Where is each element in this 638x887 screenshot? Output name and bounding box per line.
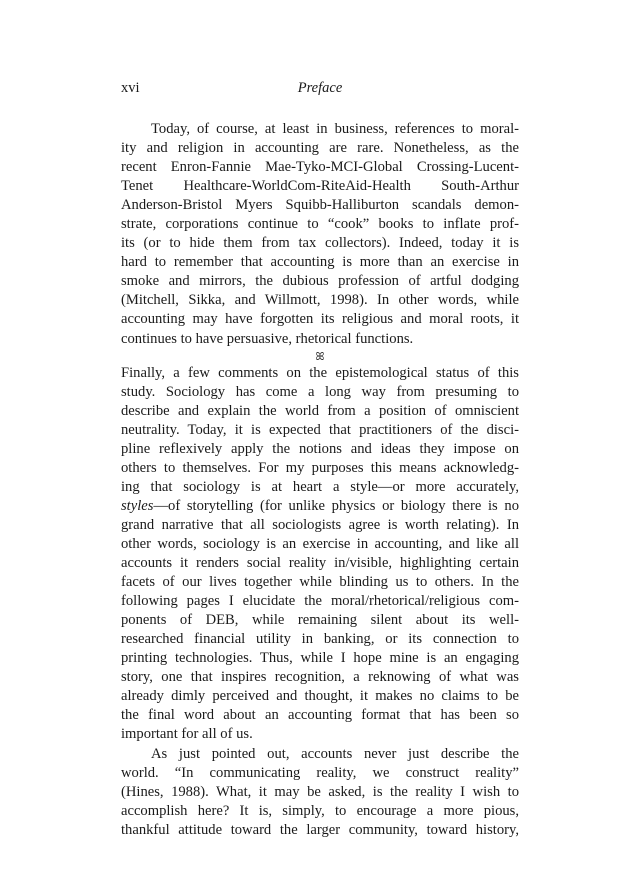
text-line: its (or to hide them from tax collectors). Indeed, today it is <box>121 235 519 252</box>
paragraph-constructing-reality <box>121 745 519 840</box>
text-line: hard to remember that accounting is more than an exercise in <box>121 254 519 271</box>
running-head <box>121 80 519 102</box>
text-line: the final word about an accounting format that has been so <box>121 707 519 724</box>
text-line: pline reflexively apply the notions and ideas they impose on <box>121 440 519 457</box>
text-line: Finally, a few comments on the epistemological status of this <box>121 364 519 381</box>
text-line: continues to have persuasive, rhetorical functions. <box>121 330 414 347</box>
text-line: already dimly perceived and thought, it makes no claims to be <box>121 688 519 705</box>
text-line: neutrality. Today, it is expected that practitioners of the disci- <box>121 421 519 438</box>
text-line: As just pointed out, accounts never just describe the <box>151 745 519 762</box>
text-line: important for all of us. <box>121 726 253 743</box>
text-line: strate, corporations continue to “cook” books to inflate prof- <box>121 216 519 233</box>
text-line: grand narrative that all sociologists agree is worth relating). In <box>121 516 519 533</box>
text-line: thankful attitude toward the larger community, toward history, <box>121 821 519 838</box>
italic-word: styles <box>121 497 154 514</box>
text-line: others to themselves. For my purposes this means acknowledg- <box>121 459 519 476</box>
text-line: accomplish here? It is, simply, to encourage a more pious, <box>121 802 519 819</box>
paragraph-accounting-scandals <box>121 120 519 349</box>
paragraph-epistemology <box>121 364 519 745</box>
section-break-ornament-icon: ꕤ <box>315 350 325 363</box>
text-line: world. “In communicating reality, we construct reality” <box>121 764 519 781</box>
text-line: Today, of course, at least in business, references to moral- <box>151 121 519 137</box>
page-number: xvi <box>121 80 140 96</box>
text-line: ity and religion in accounting are rare. Nonetheless, as the <box>121 140 519 157</box>
text-line: describe and explain the world from a position of omniscient <box>121 402 519 419</box>
text-line: (Mitchell, Sikka, and Willmott, 1998). In other words, while <box>121 292 519 309</box>
text-line: facets of our lives together while blinding us to others. In the <box>121 574 519 591</box>
text-line: recent Enron-Fannie Mae-Tyko-MCI-Global Crossing-Lucent- <box>121 159 519 176</box>
text-line-rest: —of storytelling (for unlike physics or biology there is no <box>153 497 519 514</box>
text-line: researched financial utility in banking, or its connection to <box>121 631 519 648</box>
text-line: following pages I elucidate the moral/rhetorical/religious com- <box>121 593 519 610</box>
text-line: printing technologies. Thus, while I hope mine is an engaging <box>121 650 519 667</box>
text-line-with-italic <box>121 497 519 516</box>
text-line: Anderson-Bristol Myers Squibb-Halliburton scandals demon- <box>121 197 519 214</box>
text-line: accounts it renders social reality in/visible, highlighting certain <box>121 555 519 572</box>
text-line: Tenet Healthcare-WorldCom-RiteAid-Health South-Arthur <box>121 178 519 195</box>
body-text <box>121 120 519 840</box>
text-line: ing that sociology is at heart a style—or more accurately, <box>121 478 519 495</box>
text-line: smoke and mirrors, the dubious profession of artful dodging <box>121 273 519 290</box>
text-line: ponents of DEB, while remaining silent about its well- <box>121 612 519 629</box>
text-line: accounting may have forgotten its religious and moral roots, it <box>121 311 519 328</box>
running-title: Preface <box>297 80 343 96</box>
text-line: story, one that inspires recognition, a reknowing of what was <box>121 669 519 686</box>
text-line: (Hines, 1988). What, it may be asked, is the reality I wish to <box>121 783 519 800</box>
text-line: other words, sociology is an exercise in accounting, and like all <box>121 535 519 552</box>
text-line: study. Sociology has come a long way from presuming to <box>121 383 519 400</box>
